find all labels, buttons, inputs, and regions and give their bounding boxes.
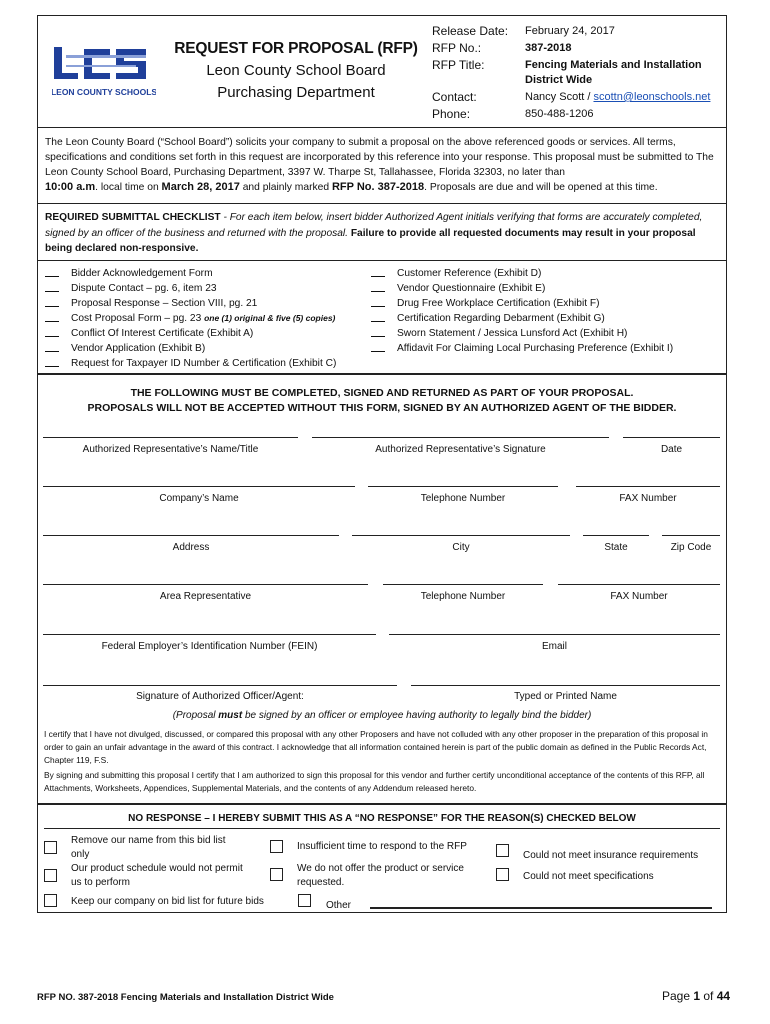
intro-time: 10:00 a.m: [45, 181, 96, 193]
checklist-item-label: Request for Taxpayer ID Number & Certification (Exhibit C): [71, 358, 337, 369]
checklist-item-label: Vendor Application (Exhibit B): [71, 343, 206, 354]
checklist-item[interactable]: [371, 311, 721, 326]
insurance-label: Could not meet insurance requirements: [523, 850, 699, 861]
page-title: REQUEST FOR PROPOSAL (RFP): [174, 40, 418, 57]
checklist-left: [45, 266, 375, 371]
address-label: Address: [172, 542, 210, 553]
initials-blank[interactable]: [45, 356, 59, 367]
checklist-item[interactable]: [45, 266, 375, 281]
fax-2-label: FAX Number: [610, 591, 668, 602]
checkbox-insurance[interactable]: [496, 844, 509, 857]
intro-text-3: and plainly marked: [239, 182, 332, 193]
telephone-label: Telephone Number: [420, 493, 506, 504]
area-rep-label: Area Representative: [159, 591, 252, 602]
fax-label: FAX Number: [619, 493, 677, 504]
checklist-item-label: Certification Regarding Debarment (Exhibit G): [397, 313, 605, 324]
initials-blank[interactable]: [45, 266, 59, 277]
initials-blank[interactable]: [371, 311, 385, 322]
checklist-item[interactable]: [45, 281, 375, 296]
checklist-item[interactable]: [45, 326, 375, 341]
initials-blank[interactable]: [45, 281, 59, 292]
intro-text-1: The Leon County Board (“School Board”) solicits your company to submit a proposal on the above referenced goods or services. All terms, specifications and conditions set forth in this request are incorporated by this reference into your response. This proposal must be submitted to The Leon County School Board, Purchasing Department, 3397 W. Tharpe St, Tallahassee, Florida 32303, no later than: [45, 137, 714, 178]
cost-note: one (1) original & five (5) copies): [204, 313, 336, 323]
typed-name-label: Typed or Printed Name: [514, 691, 617, 702]
rep-signature-field[interactable]: [312, 437, 609, 438]
checklist-title: REQUIRED SUBMITTAL CHECKLIST: [45, 212, 221, 223]
city-field[interactable]: [352, 535, 570, 536]
telephone-2-field[interactable]: [383, 584, 543, 585]
intro-rfp-mark: RFP No. 387-2018: [331, 181, 425, 193]
initials-blank[interactable]: [45, 311, 59, 322]
checklist-heading: [45, 210, 721, 257]
contact-name: Nancy Scott /: [525, 91, 594, 103]
rfp-title-value-2: District Wide: [525, 74, 593, 86]
checkbox-insufficient-time[interactable]: [270, 840, 283, 853]
checkbox-specifications[interactable]: [496, 868, 509, 881]
checklist-right: [371, 266, 721, 356]
email-field[interactable]: [389, 634, 720, 635]
checklist-item-label: Sworn Statement / Jessica Lunsford Act (Exhibit H): [397, 328, 628, 339]
checklist-item[interactable]: [371, 296, 721, 311]
checkbox-schedule[interactable]: [44, 869, 57, 882]
fein-label: Federal Employer’s Identification Number (FEIN): [101, 641, 318, 652]
rfp-no-value: 387-2018: [525, 42, 572, 54]
intro-text-4: . Proposals are due and will be opened at this time.: [424, 182, 658, 193]
org-line-2: Purchasing Department: [217, 84, 375, 101]
fax-field[interactable]: [576, 486, 720, 487]
certification-1: I certify that I have not divulged, discussed, or compared this proposal with any other Proposers and have not colluded with any other proposer in the preparation of this proposal in order to gain an unfair advantage in the award of this contract. I acknowledge that all information contained herein is part of the public domain as defined in the Public Records Act, Chapter 119, F.S.: [44, 729, 708, 765]
checklist-item-label: Bidder Acknowledgement Form: [71, 268, 213, 279]
typed-name-field[interactable]: [411, 685, 720, 686]
initials-blank[interactable]: [45, 326, 59, 337]
initials-blank[interactable]: [45, 296, 59, 307]
checklist-item-label: Vendor Questionnaire (Exhibit E): [397, 283, 546, 294]
must-sign-note: (Proposal must be signed by an officer or employee having authority to legally bind the bidder): [172, 710, 592, 721]
lcs-logo: [52, 45, 156, 101]
checklist-warning: Failure to provide all requested documents may result in your proposal being declared non-responsive.: [45, 227, 696, 254]
rep-name-field[interactable]: [43, 437, 298, 438]
keep-company-label: Keep our company on bid list for future bids: [71, 896, 264, 907]
no-product-label: We do not offer the product or service requested.: [297, 863, 464, 888]
officer-signature-field[interactable]: [43, 685, 397, 686]
initials-blank[interactable]: [371, 341, 385, 352]
certification-2: By signing and submitting this proposal I certify that I am authorized to sign this proposal for this vendor and further certify unconditional acceptance of the contents of this RFP, all Attachments, Worksheets, Appendices, Supplemental Materials, and the contents of any Addendum released hereto.: [44, 770, 705, 793]
header-title-block: [165, 38, 427, 104]
checkbox-no-product[interactable]: [270, 868, 283, 881]
checkbox-other[interactable]: [298, 894, 311, 907]
checklist-item[interactable]: [45, 311, 375, 326]
checklist-item[interactable]: [371, 281, 721, 296]
contact-email-link[interactable]: scottn@leonschools.net: [593, 91, 711, 103]
checklist-item[interactable]: [371, 341, 721, 356]
initials-blank[interactable]: [371, 266, 385, 277]
date-field[interactable]: [623, 437, 720, 438]
checklist-item-label: Conflict Of Interest Certificate (Exhibit A): [71, 328, 254, 339]
area-rep-field[interactable]: [43, 584, 368, 585]
divider: [37, 203, 727, 204]
checklist-item-label: Customer Reference (Exhibit D): [397, 268, 542, 279]
checklist-item[interactable]: [45, 356, 375, 371]
rep-name-label: Authorized Representative’s Name/Title: [82, 444, 259, 455]
specifications-label: Could not meet specifications: [523, 871, 654, 882]
zip-label: Zip Code: [670, 542, 712, 553]
city-label: City: [452, 542, 470, 553]
fein-field[interactable]: [43, 634, 376, 635]
divider: [37, 373, 727, 375]
checklist-item-label: Drug Free Workplace Certification (Exhibit F): [397, 298, 600, 309]
schedule-label: Our product schedule would not permit us to perform: [71, 863, 243, 888]
intro-text-2: . local time on: [95, 182, 162, 193]
checklist-item-label: Affidavit For Claiming Local Purchasing Preference (Exhibit I): [397, 343, 674, 354]
contact-value: [525, 90, 710, 105]
rfp-title-label: RFP Title:: [432, 58, 485, 72]
rfp-no-label: RFP No.:: [432, 41, 482, 55]
state-label: State: [604, 542, 628, 553]
divider: [37, 127, 727, 128]
checklist-item[interactable]: [45, 296, 375, 311]
checklist-item-label: Dispute Contact – pg. 6, item 23: [71, 283, 217, 294]
phone-label: Phone:: [432, 107, 471, 121]
other-reason-field[interactable]: [370, 907, 712, 909]
company-name-field[interactable]: [43, 486, 355, 487]
telephone-field[interactable]: [368, 486, 558, 487]
footer-rfp-title: RFP NO. 387-2018 Fencing Materials and Installation District Wide: [37, 992, 334, 1003]
org-line-1: Leon County School Board: [206, 62, 386, 79]
logo-caption: LEON COUNTY SCHOOLS: [52, 87, 156, 97]
page-indicator: Page 1 of 44: [662, 989, 731, 1003]
checkbox-remove-name[interactable]: [44, 841, 57, 854]
intro-paragraph: [45, 135, 721, 195]
form-notice-2: PROPOSALS WILL NOT BE ACCEPTED WITHOUT THIS FORM, SIGNED BY AN AUTHORIZED AGENT OF THE BIDDER.: [87, 402, 677, 414]
checkbox-keep-company[interactable]: [44, 894, 57, 907]
phone-value: 850-488-1206: [525, 108, 594, 120]
form-notice-1: THE FOLLOWING MUST BE COMPLETED, SIGNED AND RETURNED AS PART OF YOUR PROPOSAL.: [130, 387, 634, 399]
divider: [37, 260, 727, 261]
insufficient-time-label: Insufficient time to respond to the RFP: [297, 841, 467, 852]
checklist-item-label: Cost Proposal Form – pg. 23: [71, 313, 205, 324]
rep-signature-label: Authorized Representative’s Signature: [375, 444, 546, 455]
rfp-title-value-1: Fencing Materials and Installation: [525, 59, 702, 71]
initials-blank[interactable]: [371, 326, 385, 337]
checklist-item[interactable]: [45, 341, 375, 356]
divider: [37, 803, 727, 805]
email-label: Email: [541, 641, 567, 652]
initials-blank[interactable]: [45, 341, 59, 352]
checklist-instructions: - For each item below, insert bidder Authorized Agent initials verifying that forms are accurately completed, signed by an officer of the business and returned with the proposal.: [45, 212, 703, 239]
address-field[interactable]: [43, 535, 339, 536]
company-name-label: Company’s Name: [159, 493, 239, 504]
telephone-2-label: Telephone Number: [420, 591, 506, 602]
release-date-value: February 24, 2017: [525, 25, 615, 37]
other-label: Other: [326, 900, 352, 911]
no-response-underline: [44, 828, 720, 829]
zip-field[interactable]: [662, 535, 720, 536]
date-label: Date: [660, 444, 683, 455]
release-date-label: Release Date:: [432, 24, 509, 38]
intro-date: March 28, 2017: [161, 181, 240, 193]
contact-label: Contact:: [432, 90, 477, 104]
fax-2-field[interactable]: [558, 584, 720, 585]
checklist-item-label: Proposal Response – Section VIII, pg. 21: [71, 298, 258, 309]
initials-blank[interactable]: [371, 281, 385, 292]
state-field[interactable]: [583, 535, 649, 536]
initials-blank[interactable]: [371, 296, 385, 307]
remove-name-label: Remove our name from this bid list only: [71, 835, 226, 860]
checklist-item[interactable]: [371, 326, 721, 341]
no-response-heading: NO RESPONSE – I HEREBY SUBMIT THIS AS A “NO RESPONSE” FOR THE REASON(S) CHECKED BELOW: [128, 813, 636, 824]
checklist-item[interactable]: [371, 266, 721, 281]
officer-signature-label: Signature of Authorized Officer/Agent:: [136, 691, 304, 702]
